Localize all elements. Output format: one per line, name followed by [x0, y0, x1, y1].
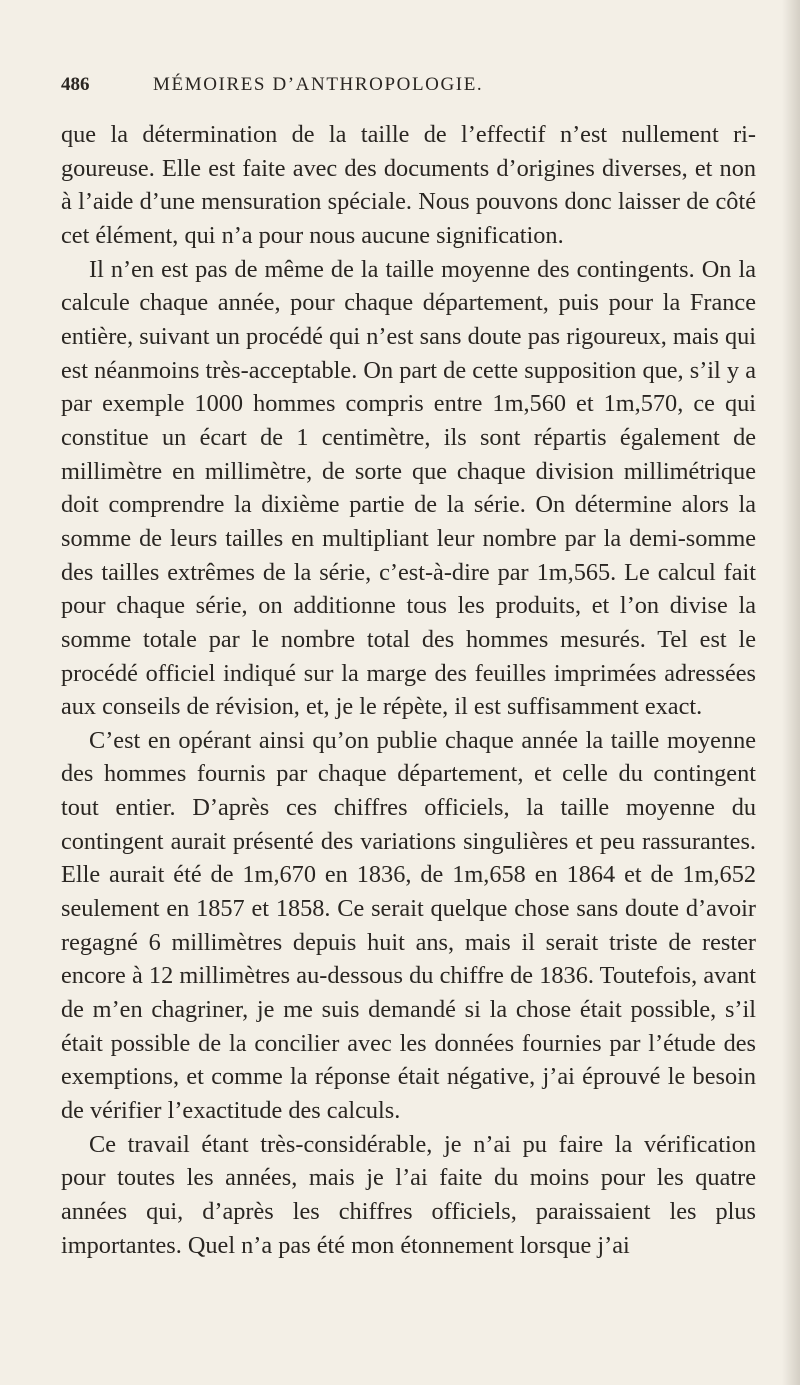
- page-edge-shadow: [782, 0, 800, 1385]
- running-head: [61, 74, 756, 110]
- running-title: MÉMOIRES D’ANTHROPOLOGIE.: [153, 74, 484, 95]
- body-text: [61, 118, 756, 1262]
- page-number: 486: [61, 74, 90, 95]
- paragraph-2: Il n’en est pas de même de la taille moyenne des contingents. On la calcule chaque année, pour chaque département, puis pour la France entière, suivant un procédé qui n’est sans doute pas rigoureux, mais qui est néanmoins très-acceptable. On part de cette supposition que, s’il y a par exemple 1000 hommes compris entre 1m,560 et 1m,570, ce qui constitue un écart de 1 centimètre, ils sont répartis également de millimètre en millimètre, de sorte que chaque division millimétrique doit comprendre la dixième partie de la série. On détermine alors la somme de leurs tailles en multipliant leur nombre par la demi-somme des tailles extrêmes de la série, c’est-à-dire par 1m,565. Le calcul fait pour chaque série, on additionne tous les produits, et l’on divise la somme totale par le nombre total des hommes mesurés. Tel est le procédé officiel indiqué sur la marge des feuilles imprimées adressées aux conseils de révision, et, je le répète, il est suffisamment exact.: [61, 255, 756, 721]
- paragraph-4: Ce travail étant très-considérable, je n’ai pu faire la vérification pour toutes les années, mais je l’ai faite du moins pour les quatre années qui, d’après les chiffres officiels, paraissaient les plus importantes. Quel n’a pas été mon étonnement lorsque j’ai: [61, 1130, 756, 1259]
- paragraph-3: C’est en opérant ainsi qu’on publie chaque année la taille moyenne des hommes fournis par chaque département, et celle du contingent tout entier. D’après ces chiffres officiels, la taille moyenne du contingent aurait présenté des variations singulières et peu rassurantes. Elle aurait été de 1m,670 en 1836, de 1m,658 en 1864 et de 1m,652 seulement en 1857 et 1858. Ce serait quelque chose sans doute d’avoir regagné 6 millimètres depuis huit ans, mais il serait triste de rester encore à 12 millimètres au-dessous du chiffre de 1836. Toutefois, avant de m’en chagriner, je me suis demandé si la chose était possible, s’il était possible de la concilier avec les données fournies par l’étude des exemptions, et comme la réponse était négative, j’ai éprouvé le besoin de vérifier l’exactitude des calculs.: [61, 726, 756, 1125]
- paragraph-1: que la détermination de la taille de l’effectif n’est nullement rigoureuse. Elle est faite avec des documents d’origines diverses, et non à l’aide d’une mensuration spéciale. Nous pouvons donc laisser de côté cet élément, qui n’a pour nous aucune signification.: [61, 121, 756, 249]
